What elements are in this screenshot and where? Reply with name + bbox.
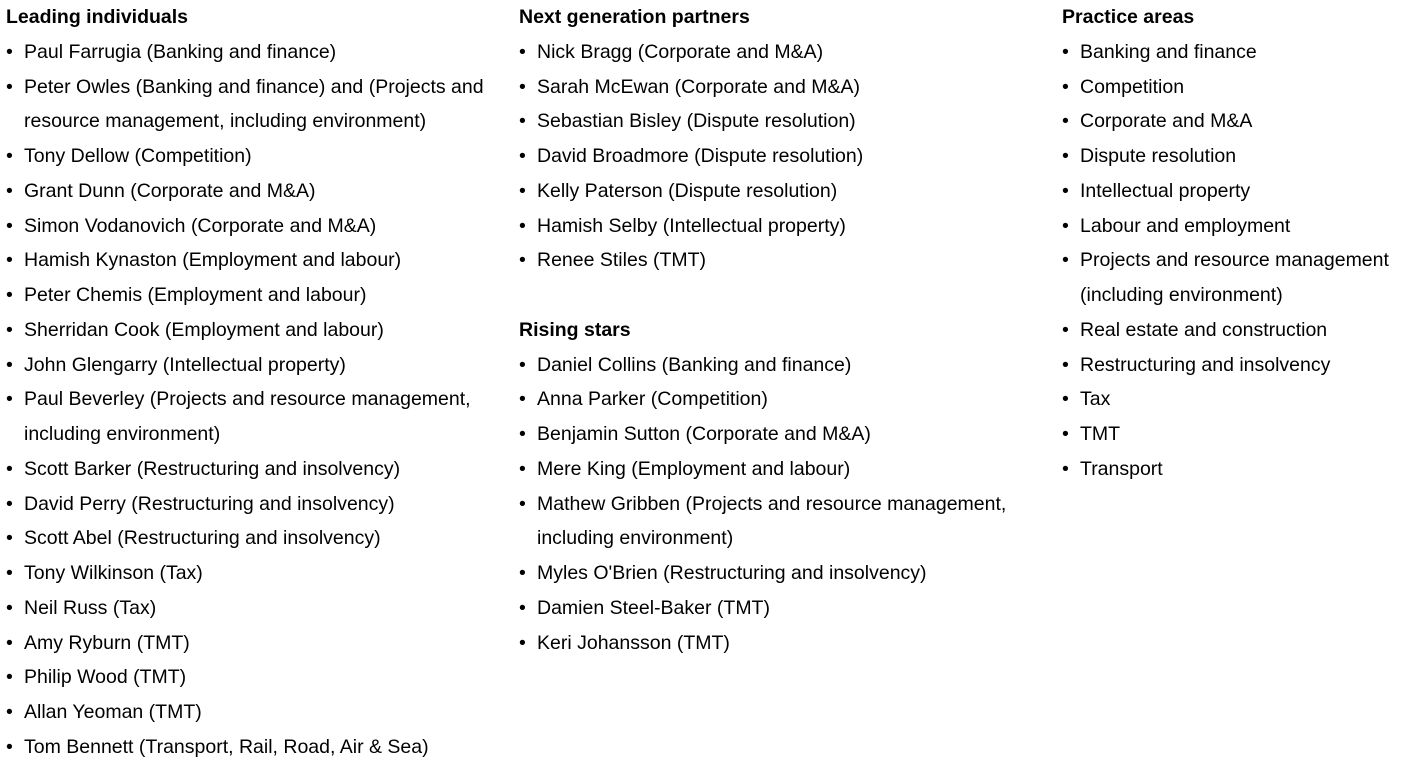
list-item-text: TMT — [1080, 423, 1121, 445]
list-item-text: Allan Yeoman (TMT) — [24, 701, 202, 723]
section-spacer — [519, 278, 1049, 313]
rising-stars-list — [519, 348, 1049, 661]
list-item-text: Peter Owles (Banking and finance) and (Projects and resource management, including environment) — [24, 75, 484, 133]
practice-areas-heading: Practice areas — [1062, 6, 1195, 28]
list-item — [519, 348, 1049, 383]
list-item-text: Sebastian Bisley (Dispute resolution) — [537, 110, 856, 133]
list-item — [6, 313, 506, 348]
bullet-icon: • — [6, 75, 13, 98]
list-item — [1062, 70, 1406, 105]
bullet-icon: • — [519, 110, 526, 133]
bullet-icon: • — [519, 562, 526, 584]
list-item — [519, 209, 1049, 244]
bullet-icon: • — [519, 457, 526, 480]
list-item — [6, 695, 506, 730]
list-item-text: Dispute resolution — [1080, 145, 1237, 167]
bullet-icon: • — [6, 666, 13, 689]
bullet-icon: • — [1062, 179, 1069, 202]
list-item-text: Renee Stiles (TMT) — [537, 249, 707, 272]
leading-individuals-heading: Leading individuals — [6, 6, 189, 28]
bullet-icon: • — [6, 40, 13, 63]
leading-individuals-list — [6, 35, 506, 765]
list-item — [6, 35, 506, 70]
list-item — [6, 139, 506, 174]
bullet-icon: • — [6, 492, 13, 515]
list-item-text: David Perry (Restructuring and insolvency) — [24, 492, 395, 515]
bullet-icon: • — [1062, 40, 1069, 63]
list-item-text: Labour and employment — [1080, 214, 1291, 237]
list-item — [519, 487, 1049, 557]
list-item — [6, 730, 506, 765]
list-item — [519, 591, 1049, 626]
bullet-icon: • — [1062, 318, 1069, 341]
partners-column — [519, 0, 1049, 660]
list-item-text: Tony Dellow (Competition) — [24, 145, 252, 167]
list-item-text: John Glengarry (Intellectual property) — [24, 353, 346, 376]
list-item — [6, 487, 506, 522]
list-item-text: Keri Johansson (TMT) — [537, 631, 730, 654]
bullet-icon: • — [519, 388, 526, 411]
list-item-text: Sherridan Cook (Employment and labour) — [24, 318, 384, 341]
list-item — [1062, 382, 1406, 417]
list-item-text: Transport — [1080, 457, 1163, 480]
list-item — [519, 382, 1049, 417]
bullet-icon: • — [1062, 110, 1069, 133]
list-item-text: Kelly Paterson (Dispute resolution) — [537, 179, 838, 202]
list-item — [6, 348, 506, 383]
bullet-icon: • — [1062, 457, 1069, 480]
list-item — [519, 452, 1049, 487]
list-item — [1062, 452, 1406, 487]
list-item-text: Grant Dunn (Corporate and M&A) — [24, 179, 316, 202]
list-item — [519, 139, 1049, 174]
list-item-text: Daniel Collins (Banking and finance) — [537, 353, 852, 376]
list-item — [1062, 104, 1406, 139]
list-item-text: Mathew Gribben (Projects and resource management, including environment) — [537, 492, 1007, 550]
list-item-text: Competition — [1080, 75, 1185, 98]
bullet-icon: • — [6, 562, 13, 584]
bullet-icon: • — [519, 423, 526, 445]
leading-individuals-column — [6, 0, 506, 765]
bullet-icon: • — [6, 631, 13, 654]
bullet-icon: • — [6, 145, 13, 167]
practice-areas-list — [1062, 35, 1406, 487]
list-item — [1062, 417, 1406, 452]
list-item-text: Amy Ryburn (TMT) — [24, 631, 190, 654]
list-item-text: Scott Abel (Restructuring and insolvency) — [24, 527, 381, 550]
list-item-text: Sarah McEwan (Corporate and M&A) — [537, 75, 860, 98]
list-item-text: Intellectual property — [1080, 179, 1251, 202]
bullet-icon: • — [519, 145, 526, 167]
list-item — [1062, 139, 1406, 174]
list-item-text: Restructuring and insolvency — [1080, 353, 1331, 376]
list-item-text: Mere King (Employment and labour) — [537, 457, 851, 480]
list-item-text: Peter Chemis (Employment and labour) — [24, 284, 367, 306]
list-item-text: Nick Bragg (Corporate and M&A) — [537, 40, 824, 63]
list-item — [1062, 348, 1406, 383]
list-item-text: Paul Beverley (Projects and resource management, including environment) — [24, 388, 471, 445]
bullet-icon: • — [519, 40, 526, 63]
list-item — [6, 626, 506, 661]
bullet-icon: • — [6, 388, 13, 411]
list-item — [6, 174, 506, 209]
list-item-text: Damien Steel-Baker (TMT) — [537, 596, 770, 619]
bullet-icon: • — [6, 701, 13, 723]
bullet-icon: • — [1062, 423, 1069, 445]
list-item — [6, 660, 506, 695]
list-item-text: Projects and resource management (including environment) — [1080, 249, 1389, 306]
bullet-icon: • — [1062, 388, 1069, 411]
bullet-icon: • — [1062, 214, 1069, 237]
list-item-text: Scott Barker (Restructuring and insolvency) — [24, 457, 401, 480]
bullet-icon: • — [6, 284, 13, 306]
list-item — [6, 382, 506, 452]
list-item-text: Tom Bennett (Transport, Rail, Road, Air & Sea) — [24, 735, 429, 758]
list-item-text: Neil Russ (Tax) — [24, 596, 157, 619]
list-item — [519, 626, 1049, 661]
list-item-text: Tax — [1080, 388, 1111, 411]
bullet-icon: • — [6, 214, 13, 237]
bullet-icon: • — [6, 735, 13, 758]
bullet-icon: • — [6, 596, 13, 619]
list-item-text: Corporate and M&A — [1080, 110, 1253, 133]
list-item-text: Philip Wood (TMT) — [24, 666, 187, 689]
bullet-icon: • — [1062, 75, 1069, 98]
next-generation-partners-list — [519, 35, 1049, 278]
rising-stars-heading: Rising stars — [519, 318, 631, 341]
bullet-icon: • — [6, 457, 13, 480]
list-item — [1062, 35, 1406, 70]
bullet-icon: • — [519, 631, 526, 654]
list-item — [6, 243, 506, 278]
list-item — [1062, 209, 1406, 244]
list-item-text: Hamish Kynaston (Employment and labour) — [24, 249, 402, 272]
bullet-icon: • — [519, 492, 526, 515]
bullet-icon: • — [1062, 353, 1069, 376]
list-item — [519, 417, 1049, 452]
list-item — [1062, 174, 1406, 209]
bullet-icon: • — [6, 527, 13, 550]
list-item — [6, 278, 506, 313]
list-item — [519, 174, 1049, 209]
list-item — [519, 556, 1049, 591]
list-item — [6, 521, 506, 556]
list-item — [6, 452, 506, 487]
bullet-icon: • — [519, 596, 526, 619]
bullet-icon: • — [519, 179, 526, 202]
list-item — [519, 35, 1049, 70]
bullet-icon: • — [519, 353, 526, 376]
practice-areas-column — [1062, 0, 1406, 487]
list-item-text: David Broadmore (Dispute resolution) — [537, 145, 864, 167]
list-item — [6, 70, 506, 140]
bullet-icon: • — [6, 249, 13, 272]
list-item-text: Paul Farrugia (Banking and finance) — [24, 40, 337, 63]
list-item — [519, 243, 1049, 278]
bullet-icon: • — [1062, 249, 1069, 272]
list-item — [6, 209, 506, 244]
list-item — [1062, 243, 1406, 313]
list-item-text: Myles O'Brien (Restructuring and insolvency) — [537, 562, 927, 584]
list-item-text: Tony Wilkinson (Tax) — [24, 562, 203, 584]
list-item — [1062, 313, 1406, 348]
list-item-text: Real estate and construction — [1080, 318, 1328, 341]
bullet-icon: • — [519, 214, 526, 237]
bullet-icon: • — [6, 318, 13, 341]
list-item-text: Simon Vodanovich (Corporate and M&A) — [24, 214, 377, 237]
bullet-icon: • — [6, 179, 13, 202]
bullet-icon: • — [1062, 145, 1069, 167]
list-item — [519, 70, 1049, 105]
bullet-icon: • — [6, 353, 13, 376]
list-item — [519, 104, 1049, 139]
bullet-icon: • — [519, 75, 526, 98]
list-item-text: Benjamin Sutton (Corporate and M&A) — [537, 423, 871, 445]
list-item-text: Anna Parker (Competition) — [537, 388, 768, 411]
list-item-text: Banking and finance — [1080, 40, 1257, 63]
list-item — [6, 556, 506, 591]
bullet-icon: • — [519, 249, 526, 272]
next-generation-partners-heading: Next generation partners — [519, 6, 750, 28]
list-item — [6, 591, 506, 626]
list-item-text: Hamish Selby (Intellectual property) — [537, 214, 846, 237]
